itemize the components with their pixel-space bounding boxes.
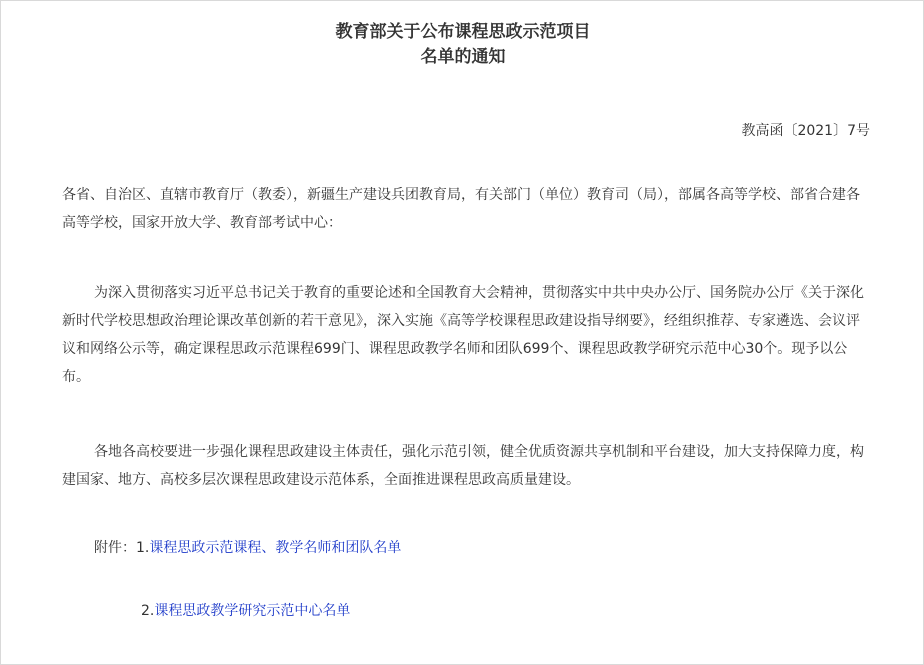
attachment-item-1: [94, 536, 401, 560]
body-paragraph-2: 各地各高校要进一步强化课程思政建设主体责任，强化示范引领，健全优质资源共享机制和平台建设，加大支持保障力度，构建国家、地方、高校多层次课程思政建设示范体系，全面推进课程思政高质量建设。: [62, 444, 864, 488]
document-title-line-2: 名单的通知: [420, 47, 506, 67]
body-paragraph-1: 为深入贯彻落实习近平总书记关于教育的重要论述和全国教育大会精神，贯彻落实中共中央办公厅、国务院办公厅《关于深化新时代学校思想政治理论课改革创新的若干意见》，深入实施《高等学校课程思政建设指导纲要》，经组织推荐、专家遴选、会议评议和网络公示等，确定课程思政示范课程699门、课程思政教学名师和团队699个、课程思政教学研究示范中心30个。现予以公布。: [62, 285, 864, 385]
salutation-paragraph: 各省、自治区、直辖市教育厅（教委），新疆生产建设兵团教育局，有关部门（单位）教育司（局），部属各高等学校、部省合建各高等学校，国家开放大学、教育部考试中心：: [62, 187, 860, 231]
attachment-item-2: [141, 599, 350, 623]
document-title-line-1: 教育部关于公布课程思政示范项目: [335, 22, 591, 42]
document-number: 教高函〔2021〕7号: [741, 123, 870, 139]
attachment-link-1[interactable]: 课程思政示范课程、教学名师和团队名单: [149, 540, 402, 556]
attachment-link-2[interactable]: 课程思政教学研究示范中心名单: [154, 603, 351, 619]
attachment-label: 附件：: [94, 540, 136, 556]
attachment-number: 1.: [136, 540, 150, 556]
attachment-number: 2.: [141, 603, 155, 619]
